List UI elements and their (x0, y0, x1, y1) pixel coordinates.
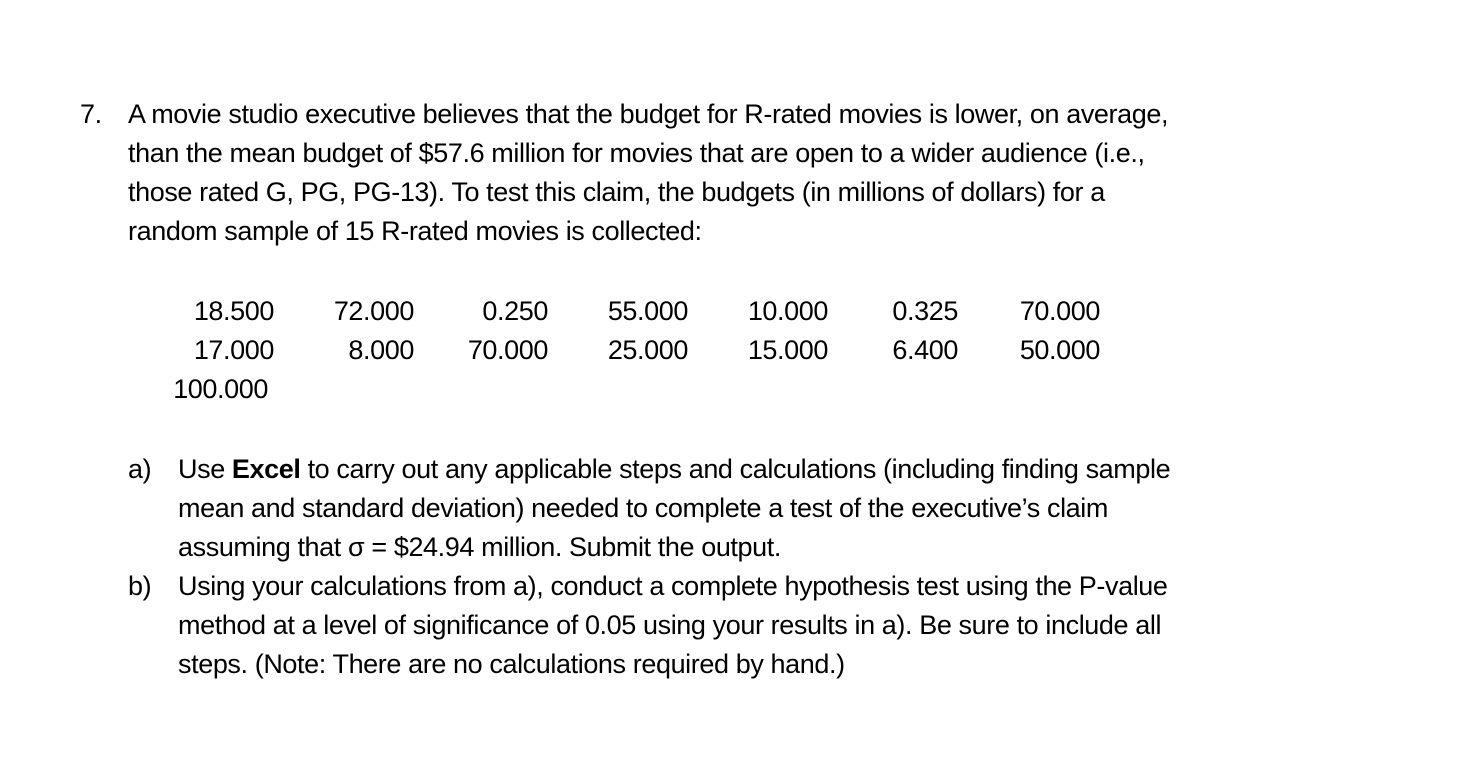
part-a-line (178, 450, 1328, 489)
part-a-label: a) (128, 454, 152, 484)
budget-data-table (0, 292, 1200, 409)
part-a-line: mean and standard deviation) needed to complete a test of the executive’s claim (178, 493, 1108, 523)
stem-line: those rated G, PG, PG-13). To test this claim, the budgets (in millions of dollars) for a (128, 177, 1105, 207)
excel-emphasis: Excel (231, 454, 301, 484)
part-b (128, 567, 1328, 684)
data-cell: 0.325 (892, 296, 958, 326)
data-cell: 10.000 (747, 296, 828, 326)
data-cell: 25.000 (607, 335, 688, 365)
data-cell: 8.000 (348, 335, 414, 365)
question-stem (128, 95, 1388, 251)
question-number: 7. (80, 99, 102, 129)
stem-line: A movie studio executive believes that the budget for R-rated movies is lower, on average, (128, 99, 1169, 129)
data-cell: 70.000 (1019, 296, 1100, 326)
part-a-body (178, 450, 1328, 567)
data-cell: 6.400 (892, 335, 958, 365)
data-cell: 17.000 (193, 335, 274, 365)
data-cell: 18.500 (193, 296, 274, 326)
data-row (0, 331, 1200, 370)
data-row (0, 370, 1200, 409)
part-b-line: method at a level of significance of 0.05 using your results in a). Be sure to include all (178, 610, 1162, 640)
part-a-text: to carry out any applicable steps and calculations (including finding sample (300, 454, 1171, 484)
data-cell: 15.000 (747, 335, 828, 365)
data-cell: 70.000 (467, 335, 548, 365)
part-a-text: Use (178, 454, 232, 484)
data-cell: 100.000 (173, 374, 268, 404)
part-b-body (178, 567, 1328, 684)
data-cell: 50.000 (1019, 335, 1100, 365)
data-cell: 55.000 (607, 296, 688, 326)
part-b-line: Using your calculations from a), conduct a complete hypothesis test using the P-value (178, 571, 1168, 601)
stem-line: random sample of 15 R-rated movies is collected: (128, 216, 702, 246)
data-row (0, 292, 1200, 331)
part-b-line: steps. (Note: There are no calculations required by hand.) (178, 649, 845, 679)
question-parts (128, 450, 1328, 684)
data-cell: 0.250 (482, 296, 548, 326)
part-a-line: assuming that σ = $24.94 million. Submit the output. (178, 532, 781, 562)
part-b-label: b) (128, 571, 152, 601)
stem-line: than the mean budget of $57.6 million for movies that are open to a wider audience (i.e., (128, 138, 1145, 168)
part-a (128, 450, 1328, 567)
data-cell: 72.000 (333, 296, 414, 326)
